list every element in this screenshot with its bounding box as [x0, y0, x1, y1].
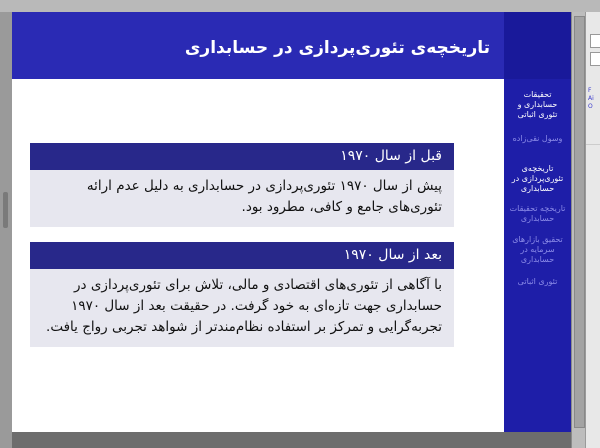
sidebar-item-author[interactable]: وسول نقی‌زاده — [512, 134, 563, 143]
panel-resize-handle[interactable] — [3, 192, 8, 228]
section-before-1970 — [30, 143, 454, 227]
section-body: با آگاهی از تئوری‌های اقتصادی و مالی، تلاش برای تئوری‌پردازی در حسابداری جهت تازه‌ای به خود گرفت. در حقیقت بعد از سال ۱۹۷۰ تجربه‌گرایی و تمرکز بر استفاده نظام‌مندتر از شواهد تجربی رواج یافت. — [30, 269, 454, 347]
sidebar-item-research[interactable]: تحقیقات حسابداری و تئوری اثباتی — [517, 90, 558, 119]
slide-header — [12, 12, 504, 79]
panel-text: F Ai O — [588, 87, 594, 110]
sidebar-item-capital-markets[interactable]: تحقیق بازارهای سرمایه در حسابداری — [512, 235, 563, 264]
right-side-panel — [585, 12, 600, 448]
input-box[interactable] — [590, 52, 600, 66]
sidebar-item-history-theory[interactable]: تاریخچه‌ی تئوری‌پردازی در حسابداری — [511, 164, 564, 193]
scrollbar-thumb[interactable] — [574, 16, 585, 428]
section-heading: بعد از سال ۱۹۷۰ — [30, 242, 454, 269]
section-body: پیش از سال ۱۹۷۰ تئوری‌پردازی در حسابداری به دلیل عدم ارائه تئوری‌های جامع و کافی، مطرود بود. — [30, 170, 454, 227]
divider — [586, 144, 600, 145]
sidebar-item-history-research[interactable]: تاریخچه تحقیقات حسابداری — [509, 204, 566, 223]
slide-sidebar — [504, 12, 571, 432]
section-heading: قبل از سال ۱۹۷۰ — [30, 143, 454, 170]
slide-title: تاریخچه‌ی تئوری‌پردازی در حسابداری — [184, 38, 490, 58]
vertical-scrollbar[interactable] — [571, 12, 586, 448]
slide — [12, 12, 571, 432]
sidebar-top-block — [504, 12, 571, 79]
section-after-1970 — [30, 242, 454, 347]
input-box[interactable] — [590, 34, 600, 48]
status-bar — [12, 432, 571, 448]
sidebar-item-positive-theory[interactable]: تئوری اثباتی — [517, 277, 558, 286]
